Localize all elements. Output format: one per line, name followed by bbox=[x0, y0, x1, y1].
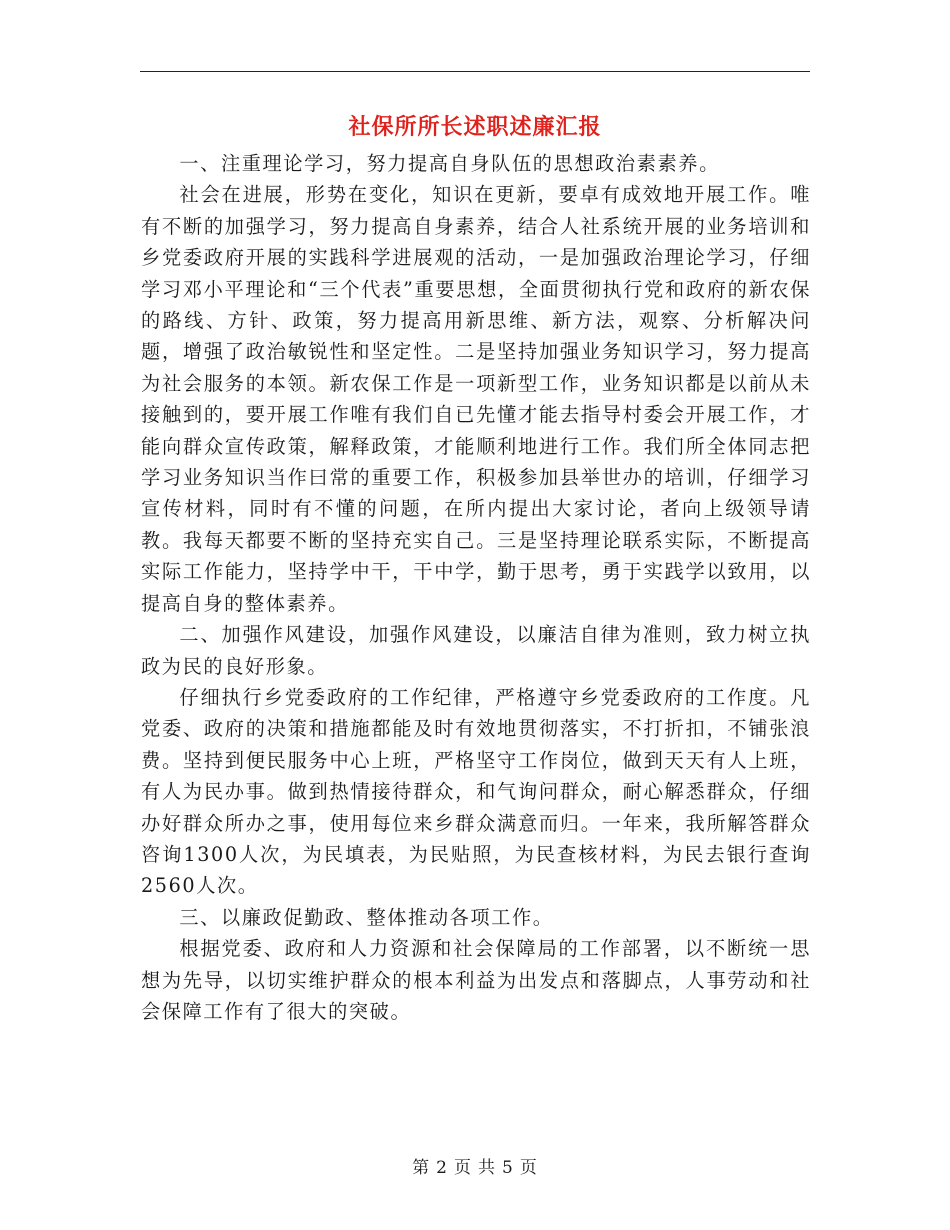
footer-suffix: 页 bbox=[519, 1158, 538, 1178]
footer-total-pages: 5 bbox=[502, 1158, 514, 1178]
footer-prefix: 第 bbox=[412, 1158, 431, 1178]
footer-page-word: 页 bbox=[454, 1158, 472, 1178]
header-rule bbox=[140, 71, 810, 72]
body-paragraph: 社会在进展，形势在变化，知识在更新，要卓有成效地开展工作。唯有不断的加强学习，努力提高自身素养，结合人社系统开展的业务培训和乡党委政府开展的实践科学进展观的活动，一是加强政治理论学习，仔细学习邓小平理论和“三个代表”重要思想，全面贯彻执行党和政府的新农保的路线、方针、政策，努力提高用新思维、新方法，观察、分析解决问题，增强了政治敏锐性和坚定性。二是坚持加强业务知识学习，努力提高为社会服务的本领。新农保工作是一项新型工作，业务知识都是以前从未接触到的，要开展工作唯有我们自已先懂才能去指导村委会开展工作，才能向群众宣传政策，解释政策，才能顺利地进行工作。我们所全体同志把学习业务知识当作曰常的重要工作，积极参加县举世办的培训，仔细学习宣传材料，同时有不懂的问题，在所内提出大家讨论，者向上级领导请教。我每天都要不断的坚持充实自己。三是坚持理论联系实际，不断提高实际工作能力，坚持学中干，干中学，勤于思考，勇于实践学以致用，以提高自身的整体素养。 bbox=[141, 183, 811, 615]
footer-total-word: 共 bbox=[478, 1158, 496, 1178]
section-heading-1: 一、注重理论学习，努力提高自身队伍的思想政治素素养。 bbox=[179, 152, 720, 175]
section-heading-3: 三、以廉政促勤政、整体推动各项工作。 bbox=[179, 905, 554, 929]
footer-current-page: 2 bbox=[436, 1158, 448, 1178]
body-paragraph: 仔细执行乡党委政府的工作纪律，严格遵守乡党委政府的工作度。凡党委、政府的决策和措施都能及时有效地贯彻落实，不打折扣，不铺张浪费。坚持到便民服务中心上班，严格坚守工作岗位，做到天天有人上班，有人为民办事。做到热情接待群众，和气询问群众，耐心解悉群众，仔细办好群众所办之事，使用每位来乡群众满意而归。一年来，我所解答群众咨询1300人次，为民填表，为民贴照，为民查核材料，为民去银行查询2560人次。 bbox=[141, 685, 811, 898]
body-paragraph: 根据党委、政府和人力资源和社会保障局的工作部署，以不断统一思想为先导，以切实维护群众的根本利益为出发点和落脚点，人事劳动和社会保障工作有了很大的突破。 bbox=[141, 937, 811, 1023]
document-title: 社保所所长述职述廉汇报 bbox=[348, 114, 602, 140]
document-body bbox=[141, 148, 811, 1027]
section-heading-2: 二、加强作风建设，加强作风建设，以廉洁自律为准则，致力树立执政为民的良好形象。 bbox=[141, 623, 811, 678]
page-footer bbox=[0, 1153, 950, 1178]
